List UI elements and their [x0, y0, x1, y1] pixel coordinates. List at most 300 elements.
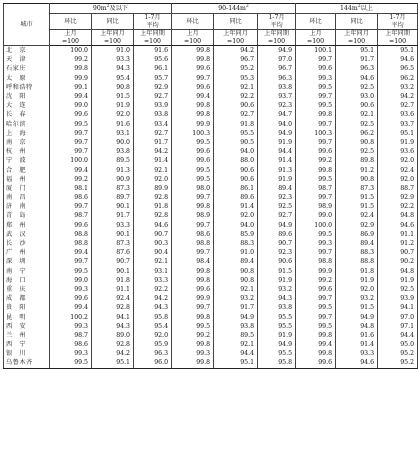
- value-cell: 91.5: [336, 303, 378, 312]
- value-cell: 91.4: [336, 340, 378, 349]
- value-cell: 91.3: [258, 165, 296, 174]
- group-header-row: [4, 4, 418, 14]
- value-cell: 95.4: [92, 74, 134, 83]
- value-cell: 99.2: [296, 276, 336, 285]
- value-cell: 88.7: [378, 184, 418, 193]
- value-cell: 98.8: [296, 257, 336, 266]
- table-row: [4, 193, 418, 202]
- value-cell: 99.8: [172, 312, 214, 321]
- value-cell: 95.0: [378, 340, 418, 349]
- value-cell: 92.0: [134, 331, 172, 340]
- value-cell: 94.2: [214, 46, 258, 56]
- value-cell: 91.4: [134, 156, 172, 165]
- value-cell: 94.0: [214, 147, 258, 156]
- value-cell: 100.3: [296, 129, 336, 138]
- table-row: [4, 349, 418, 358]
- value-cell: 99.5: [172, 138, 214, 147]
- value-cell: 99.7: [296, 248, 336, 257]
- value-cell: 91.8: [92, 276, 134, 285]
- value-cell: 97.0: [258, 55, 296, 64]
- value-cell: 94.8: [336, 322, 378, 331]
- table-row: [4, 221, 418, 230]
- value-cell: 92.5: [378, 285, 418, 294]
- value-cell: 99.6: [172, 156, 214, 165]
- table-row: [4, 267, 418, 276]
- value-cell: 92.9: [378, 193, 418, 202]
- value-cell: 98.8: [50, 230, 92, 239]
- value-cell: 93.4: [134, 120, 172, 129]
- value-cell: 98.8: [50, 239, 92, 248]
- value-cell: 98.8: [172, 239, 214, 248]
- table-row: [4, 83, 418, 92]
- value-cell: 95.6: [134, 55, 172, 64]
- value-cell: 87.3: [92, 239, 134, 248]
- value-cell: 100.2: [50, 312, 92, 321]
- value-cell: 89.5: [214, 331, 258, 340]
- value-cell: 92.1: [134, 165, 172, 174]
- city-cell: 大 连: [4, 101, 50, 110]
- value-cell: 91.1: [92, 285, 134, 294]
- table-row: [4, 239, 418, 248]
- sub-header-cell: 1-7月 平均: [378, 14, 418, 30]
- value-cell: 99.5: [296, 101, 336, 110]
- value-cell: 99.3: [50, 349, 92, 358]
- value-cell: 99.6: [296, 285, 336, 294]
- value-cell: 92.1: [214, 83, 258, 92]
- value-cell: 91.9: [258, 331, 296, 340]
- value-cell: 99.8: [172, 358, 214, 368]
- value-cell: 89.7: [92, 193, 134, 202]
- value-cell: 98.6: [172, 230, 214, 239]
- value-cell: 99.9: [172, 120, 214, 129]
- value-cell: 92.7: [378, 101, 418, 110]
- table-row: [4, 101, 418, 110]
- value-cell: 92.0: [214, 211, 258, 220]
- value-cell: 88.3: [214, 239, 258, 248]
- value-cell: 99.8: [296, 165, 336, 174]
- value-cell: 90.8: [214, 267, 258, 276]
- value-cell: 99.7: [296, 138, 336, 147]
- value-cell: 94.6: [336, 358, 378, 368]
- value-cell: 99.9: [172, 294, 214, 303]
- value-cell: 99.8: [172, 276, 214, 285]
- value-cell: 93.8: [134, 110, 172, 119]
- city-cell: 西 宁: [4, 340, 50, 349]
- value-cell: 90.6: [258, 257, 296, 266]
- value-cell: 92.7: [258, 211, 296, 220]
- value-cell: 95.7: [134, 74, 172, 83]
- value-cell: 99.6: [296, 147, 336, 156]
- value-cell: 99.7: [296, 120, 336, 129]
- value-cell: 93.9: [378, 294, 418, 303]
- value-cell: 93.3: [336, 349, 378, 358]
- value-cell: 92.8: [92, 303, 134, 312]
- city-cell: 武 汉: [4, 230, 50, 239]
- value-cell: 92.8: [134, 211, 172, 220]
- city-cell: 沈 阳: [4, 92, 50, 101]
- table-row: [4, 184, 418, 193]
- value-cell: 91.6: [134, 46, 172, 56]
- value-cell: 94.1: [92, 312, 134, 321]
- value-cell: 93.3: [92, 221, 134, 230]
- value-cell: 99.5: [296, 230, 336, 239]
- value-cell: 89.6: [214, 193, 258, 202]
- table-row: [4, 129, 418, 138]
- value-cell: 90.1: [92, 230, 134, 239]
- value-cell: 94.2: [378, 92, 418, 101]
- value-cell: 95.5: [258, 312, 296, 321]
- value-cell: 92.0: [134, 175, 172, 184]
- value-cell: 99.6: [50, 110, 92, 119]
- value-cell: 95.1: [378, 129, 418, 138]
- value-cell: 90.5: [214, 138, 258, 147]
- value-cell: 91.4: [214, 202, 258, 211]
- value-cell: 90.4: [134, 248, 172, 257]
- city-cell: 上 海: [4, 129, 50, 138]
- value-cell: 88.8: [336, 257, 378, 266]
- city-cell: 乌鲁木齐: [4, 358, 50, 368]
- value-cell: 92.8: [92, 340, 134, 349]
- value-cell: 92.9: [336, 221, 378, 230]
- value-cell: 94.2: [92, 349, 134, 358]
- table-row: [4, 312, 418, 321]
- value-cell: 95.4: [134, 322, 172, 331]
- city-cell: 贵 阳: [4, 303, 50, 312]
- value-cell: 95.5: [258, 322, 296, 331]
- base-header-cell: 上年同期 =100: [378, 30, 418, 46]
- value-cell: 91.5: [336, 193, 378, 202]
- value-cell: 93.3: [134, 276, 172, 285]
- value-cell: 99.7: [172, 221, 214, 230]
- value-cell: 94.3: [92, 322, 134, 331]
- value-cell: 94.0: [214, 221, 258, 230]
- value-cell: 95.1: [378, 46, 418, 56]
- value-cell: 98.7: [50, 211, 92, 220]
- city-cell: 济 南: [4, 202, 50, 211]
- value-cell: 99.5: [296, 175, 336, 184]
- value-cell: 90.0: [92, 138, 134, 147]
- value-cell: 87.6: [92, 248, 134, 257]
- value-cell: 93.2: [258, 285, 296, 294]
- value-cell: 96.3: [134, 349, 172, 358]
- city-cell: 南 昌: [4, 193, 50, 202]
- table-row: [4, 46, 418, 56]
- value-cell: 99.6: [296, 358, 336, 368]
- group-header: $90-144m^2$: [172, 4, 296, 14]
- value-cell: 90.7: [92, 257, 134, 266]
- value-cell: 91.3: [92, 165, 134, 174]
- value-cell: 98.1: [50, 184, 92, 193]
- value-cell: 94.0: [258, 120, 296, 129]
- city-cell: 石家庄: [4, 64, 50, 73]
- value-cell: 90.7: [378, 248, 418, 257]
- value-cell: 94.9: [258, 129, 296, 138]
- value-cell: 91.8: [214, 120, 258, 129]
- city-cell: 北 京: [4, 46, 50, 56]
- value-cell: 93.7: [378, 120, 418, 129]
- value-cell: 99.0: [296, 211, 336, 220]
- city-cell: 太 原: [4, 74, 50, 83]
- value-cell: 92.3: [258, 193, 296, 202]
- value-cell: 98.0: [172, 184, 214, 193]
- value-cell: 93.8: [258, 83, 296, 92]
- table-row: [4, 322, 418, 331]
- value-cell: 91.6: [92, 120, 134, 129]
- sub-header-cell: 1-7月 平均: [134, 14, 172, 30]
- value-cell: 99.6: [172, 285, 214, 294]
- value-cell: 92.2: [214, 92, 258, 101]
- value-cell: 90.3: [134, 239, 172, 248]
- value-cell: 92.0: [336, 285, 378, 294]
- value-cell: 100.0: [296, 221, 336, 230]
- city-cell: 成 都: [4, 294, 50, 303]
- table-row: [4, 285, 418, 294]
- city-cell: 呼和浩特: [4, 83, 50, 92]
- value-cell: 99.5: [50, 120, 92, 129]
- city-cell: 杭 州: [4, 147, 50, 156]
- value-cell: 99.6: [50, 221, 92, 230]
- base-header-cell: 上年同月 =100: [214, 30, 258, 46]
- value-cell: 89.4: [336, 239, 378, 248]
- base-header-cell: 上月 =100: [296, 30, 336, 46]
- table-row: [4, 303, 418, 312]
- value-cell: 99.7: [50, 257, 92, 266]
- city-column-header: 城市: [4, 4, 50, 46]
- value-cell: 89.4: [214, 257, 258, 266]
- value-cell: 99.9: [296, 267, 336, 276]
- value-cell: 99.7: [296, 312, 336, 321]
- value-cell: 99.5: [50, 267, 92, 276]
- value-cell: 92.2: [378, 202, 418, 211]
- value-cell: 91.9: [258, 138, 296, 147]
- value-cell: 99.7: [50, 147, 92, 156]
- value-cell: 94.4: [214, 349, 258, 358]
- value-cell: 93.2: [214, 294, 258, 303]
- value-cell: 96.5: [378, 64, 418, 73]
- value-cell: 92.2: [134, 285, 172, 294]
- table-row: [4, 138, 418, 147]
- value-cell: 94.6: [378, 221, 418, 230]
- table-row: [4, 120, 418, 129]
- value-cell: 99.4: [50, 92, 92, 101]
- value-cell: 99.5: [50, 358, 92, 368]
- value-cell: 100.0: [50, 156, 92, 165]
- value-cell: 99.8: [296, 110, 336, 119]
- value-cell: 99.7: [296, 92, 336, 101]
- value-cell: 99.8: [296, 349, 336, 358]
- value-cell: 98.4: [172, 257, 214, 266]
- value-cell: 99.7: [50, 129, 92, 138]
- value-cell: 86.1: [214, 184, 258, 193]
- city-cell: 福 州: [4, 175, 50, 184]
- value-cell: 91.0: [92, 46, 134, 56]
- value-cell: 89.6: [258, 230, 296, 239]
- value-cell: 90.2: [378, 257, 418, 266]
- sub-header-cell: 环比: [50, 14, 92, 30]
- value-cell: 91.5: [336, 202, 378, 211]
- value-cell: 85.9: [214, 230, 258, 239]
- table-row: [4, 175, 418, 184]
- table-row: [4, 147, 418, 156]
- value-cell: 99.2: [50, 55, 92, 64]
- value-cell: 96.2: [336, 129, 378, 138]
- table-header: [4, 4, 418, 46]
- value-cell: 92.7: [134, 129, 172, 138]
- city-cell: 天 津: [4, 55, 50, 64]
- city-cell: 西 安: [4, 322, 50, 331]
- value-cell: 100.3: [172, 129, 214, 138]
- value-cell: 99.8: [296, 331, 336, 340]
- value-cell: 93.8: [258, 303, 296, 312]
- value-cell: 99.4: [50, 303, 92, 312]
- table-row: [4, 294, 418, 303]
- value-cell: 92.0: [378, 175, 418, 184]
- value-cell: 92.1: [336, 110, 378, 119]
- value-cell: 91.0: [214, 248, 258, 257]
- value-cell: 92.3: [258, 101, 296, 110]
- value-cell: 93.3: [92, 55, 134, 64]
- base-header-cell: 上月 =100: [50, 30, 92, 46]
- sub-header-cell: 同比: [214, 14, 258, 30]
- city-cell: 青 岛: [4, 211, 50, 220]
- value-cell: 96.0: [134, 358, 172, 368]
- value-cell: 90.6: [214, 101, 258, 110]
- value-cell: 99.7: [172, 303, 214, 312]
- value-cell: 95.8: [134, 312, 172, 321]
- value-cell: 91.8: [134, 202, 172, 211]
- value-cell: 99.3: [296, 239, 336, 248]
- value-cell: 92.4: [92, 294, 134, 303]
- value-cell: 99.3: [172, 349, 214, 358]
- value-cell: 99.4: [172, 92, 214, 101]
- value-cell: 99.3: [296, 74, 336, 83]
- table-row: [4, 156, 418, 165]
- value-cell: 99.7: [50, 202, 92, 211]
- value-cell: 99.8: [172, 46, 214, 56]
- value-cell: 92.7: [134, 92, 172, 101]
- city-cell: 深 圳: [4, 257, 50, 266]
- value-cell: 89.5: [92, 156, 134, 165]
- city-cell: 昆 明: [4, 312, 50, 321]
- city-cell: 厦 门: [4, 184, 50, 193]
- value-cell: 94.1: [378, 303, 418, 312]
- value-cell: 91.9: [336, 276, 378, 285]
- table-row: [4, 230, 418, 239]
- value-cell: 99.8: [50, 64, 92, 73]
- value-cell: 92.9: [134, 83, 172, 92]
- value-cell: 93.9: [134, 101, 172, 110]
- base-header-cell: 上年同期 =100: [134, 30, 172, 46]
- value-cell: 92.0: [92, 110, 134, 119]
- value-cell: 91.9: [92, 101, 134, 110]
- value-cell: 95.3: [214, 74, 258, 83]
- value-cell: 95.1: [92, 358, 134, 368]
- value-cell: 96.1: [134, 64, 172, 73]
- value-cell: 93.6: [378, 147, 418, 156]
- value-cell: 95.5: [214, 129, 258, 138]
- table-row: [4, 202, 418, 211]
- value-cell: 90.9: [92, 175, 134, 184]
- value-cell: 93.8: [92, 147, 134, 156]
- value-cell: 90.8: [214, 276, 258, 285]
- value-cell: 99.2: [296, 156, 336, 165]
- value-cell: 92.0: [378, 156, 418, 165]
- table-row: [4, 248, 418, 257]
- value-cell: 99.6: [296, 64, 336, 73]
- value-cell: 98.9: [296, 202, 336, 211]
- value-cell: 99.8: [172, 267, 214, 276]
- value-cell: 99.0: [50, 101, 92, 110]
- value-cell: 99.6: [50, 294, 92, 303]
- table-row: [4, 74, 418, 83]
- value-cell: 91.7: [336, 55, 378, 64]
- value-cell: 99.1: [50, 83, 92, 92]
- value-cell: 94.9: [214, 312, 258, 321]
- table-row: [4, 92, 418, 101]
- value-cell: 99.5: [172, 322, 214, 331]
- value-cell: 94.9: [258, 46, 296, 56]
- value-cell: 92.5: [336, 120, 378, 129]
- value-cell: 94.8: [378, 211, 418, 220]
- value-cell: 94.9: [258, 340, 296, 349]
- sub-header-cell: 环比: [172, 14, 214, 30]
- value-cell: 90.7: [134, 230, 172, 239]
- sub-header-cell: 同比: [92, 14, 134, 30]
- value-cell: 93.2: [336, 294, 378, 303]
- sub-header-cell: 1-7月 平均: [258, 14, 296, 30]
- value-cell: 95.2: [214, 64, 258, 73]
- value-cell: 91.9: [378, 138, 418, 147]
- sub-header-cell: 同比: [336, 14, 378, 30]
- base-header-cell: 上年同月 =100: [92, 30, 134, 46]
- value-cell: 99.8: [172, 340, 214, 349]
- value-cell: 93.1: [92, 129, 134, 138]
- value-cell: 96.3: [336, 64, 378, 73]
- value-cell: 99.7: [296, 193, 336, 202]
- value-cell: 99.5: [296, 83, 336, 92]
- value-cell: 99.3: [50, 285, 92, 294]
- value-cell: 92.7: [214, 110, 258, 119]
- value-cell: 98.6: [50, 340, 92, 349]
- value-cell: 90.6: [336, 101, 378, 110]
- value-cell: 99.6: [172, 147, 214, 156]
- value-cell: 89.8: [336, 156, 378, 165]
- value-cell: 99.2: [172, 331, 214, 340]
- city-cell: 长 沙: [4, 239, 50, 248]
- sub-header-cell: 环比: [296, 14, 336, 30]
- value-cell: 91.2: [336, 165, 378, 174]
- value-cell: 99.2: [50, 175, 92, 184]
- value-cell: 91.9: [378, 276, 418, 285]
- value-cell: 91.5: [258, 267, 296, 276]
- value-cell: 99.7: [50, 138, 92, 147]
- value-cell: 94.4: [258, 147, 296, 156]
- value-cell: 92.5: [258, 202, 296, 211]
- value-cell: 96.7: [214, 55, 258, 64]
- value-cell: 95.1: [336, 46, 378, 56]
- table-row: [4, 110, 418, 119]
- value-cell: 91.9: [258, 276, 296, 285]
- value-cell: 92.1: [214, 340, 258, 349]
- value-cell: 94.3: [92, 64, 134, 73]
- value-cell: 100.0: [50, 46, 92, 56]
- value-cell: 99.5: [172, 175, 214, 184]
- value-cell: 96.7: [258, 64, 296, 73]
- value-cell: 92.1: [134, 257, 172, 266]
- value-cell: 95.2: [378, 349, 418, 358]
- value-cell: 90.6: [214, 165, 258, 174]
- value-cell: 94.8: [378, 267, 418, 276]
